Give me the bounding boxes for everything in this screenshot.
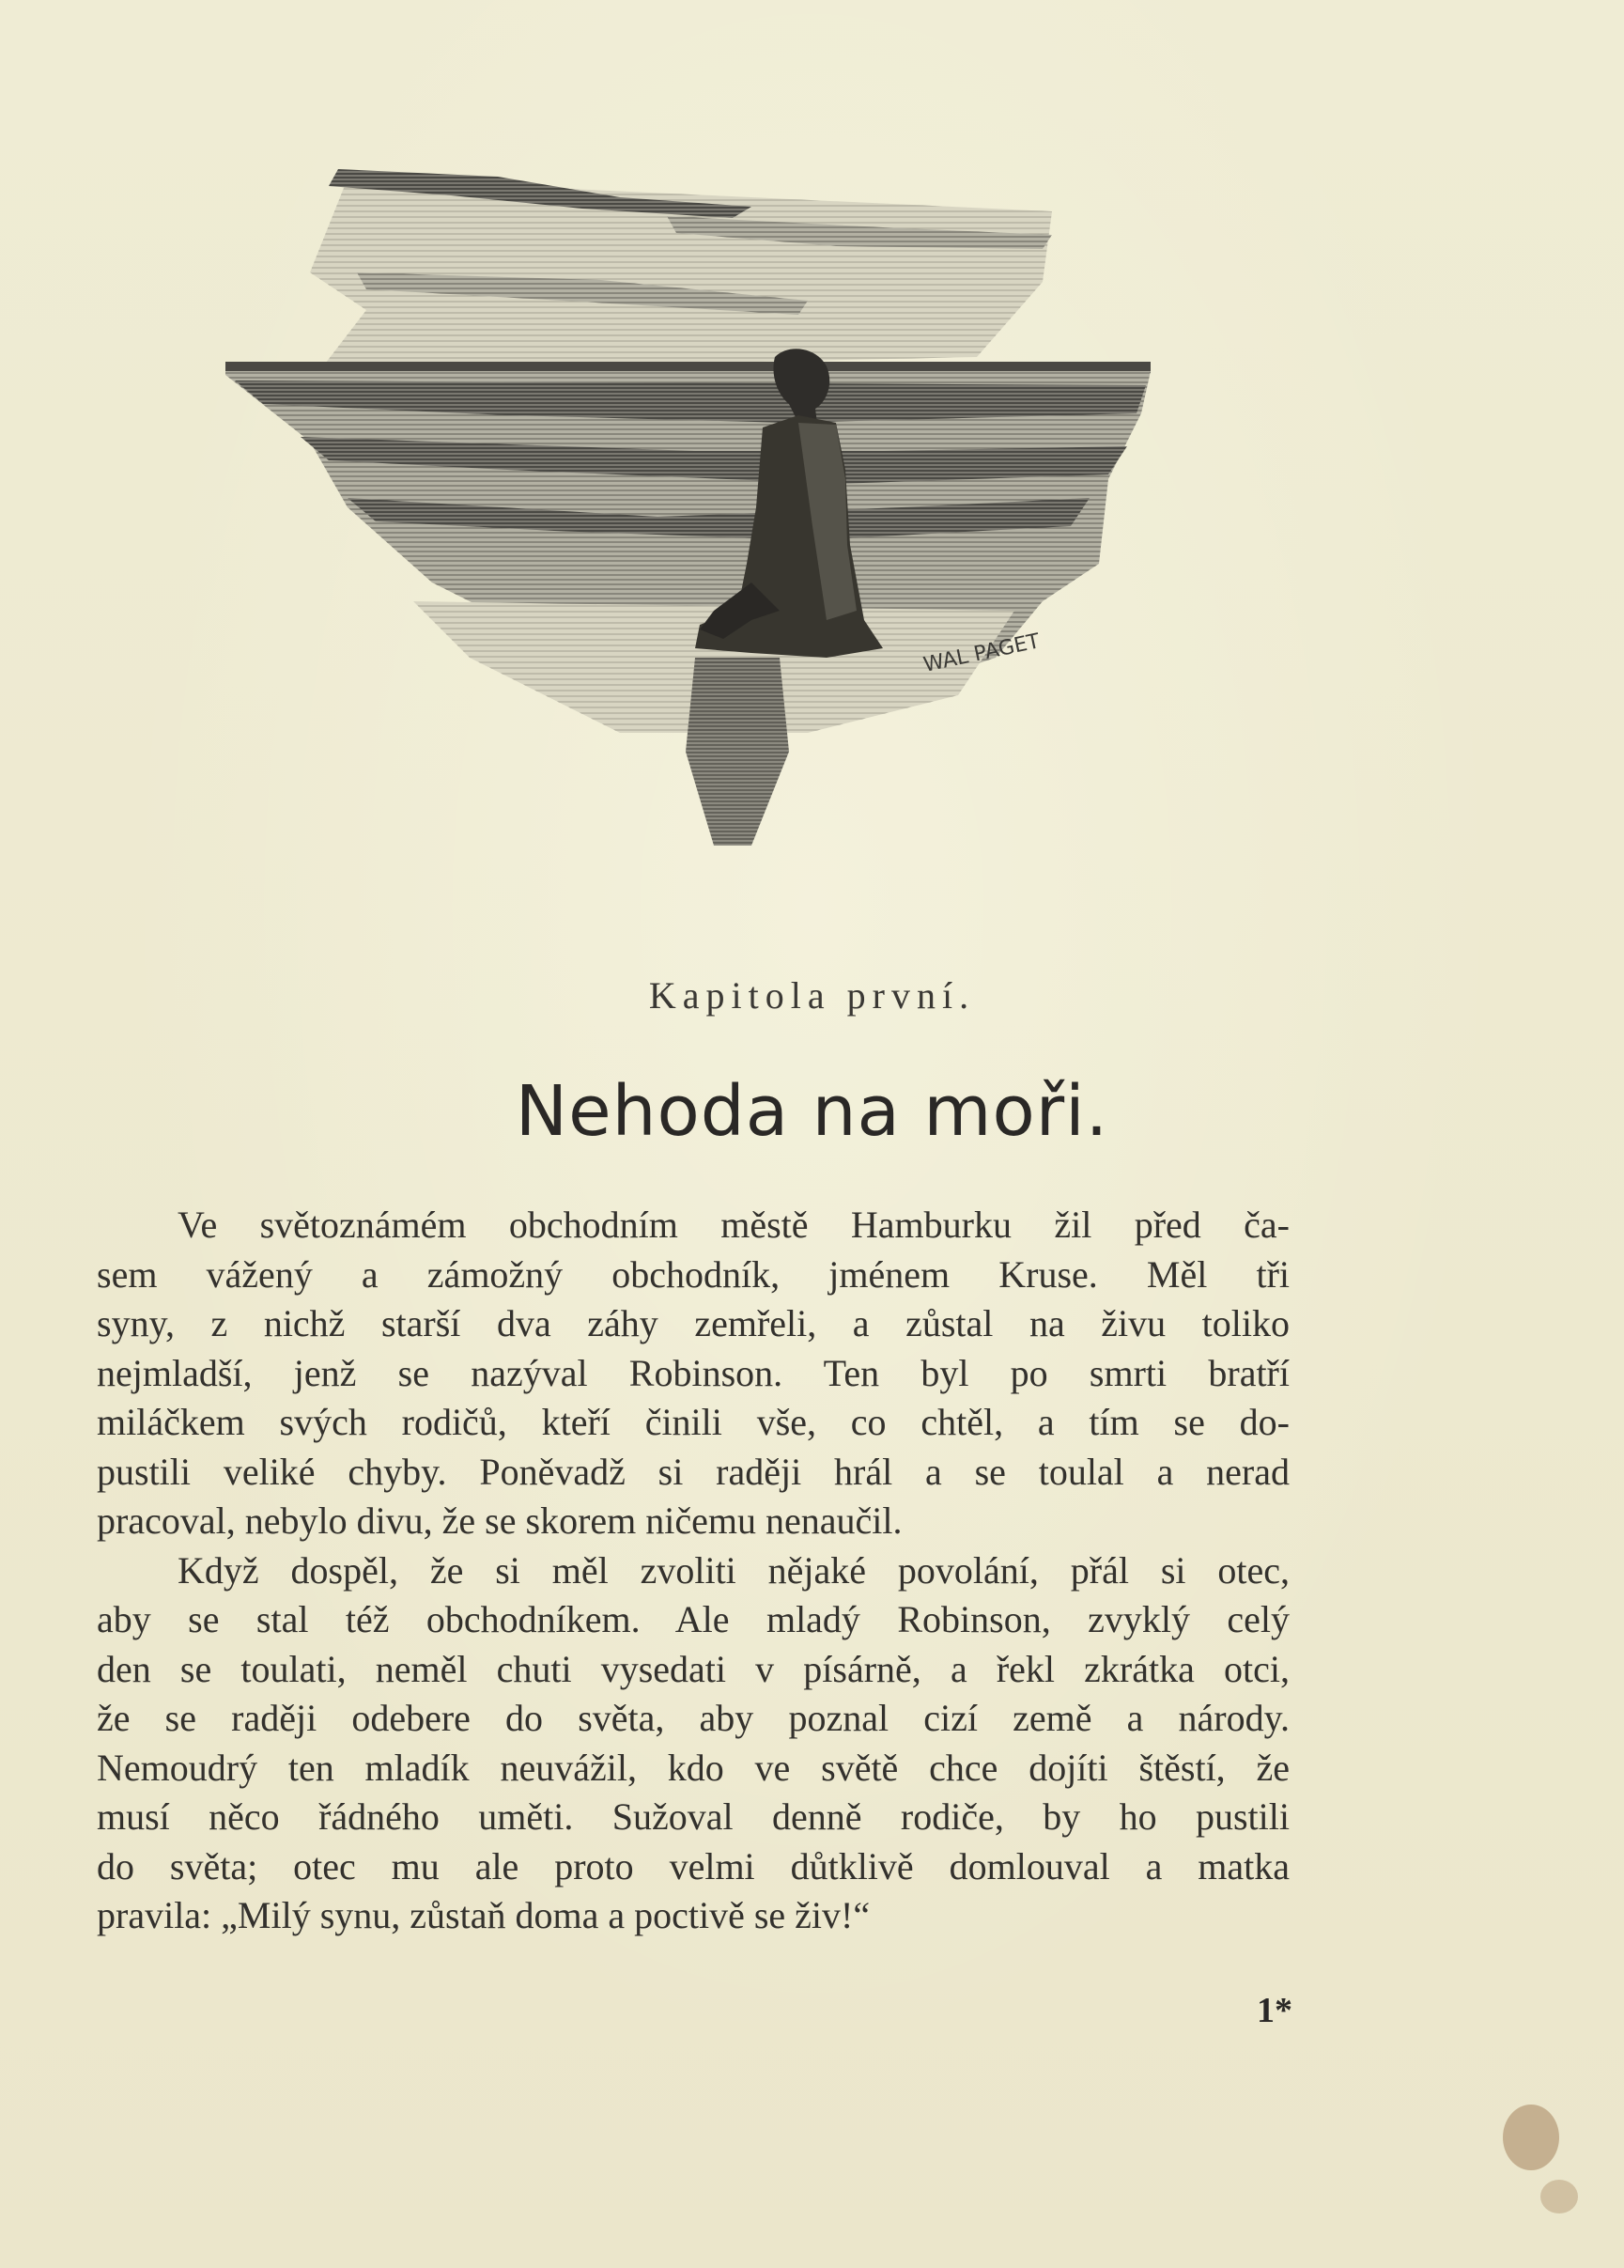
- text-line: aby se stal též obchodníkem. Ale mladý Robinson, zvyklý celý: [97, 1598, 1290, 1640]
- text-line: pracoval, nebylo divu, že se skorem ničemu nenaučil.: [97, 1499, 903, 1542]
- chapter-label: Kapitola první.: [648, 974, 976, 1017]
- shipwreck-illustration: [225, 169, 1155, 846]
- chapter-title: Nehoda na moři.: [515, 1071, 1109, 1152]
- paper-stain: [1503, 2105, 1559, 2170]
- text-line: syny, z nichž starší dva záhy zemřeli, a zůstal na živu toliko: [97, 1302, 1290, 1344]
- page-number: 1*: [1257, 1991, 1292, 2030]
- text-line: že se raději odebere do světa, aby poznal cizí země a národy.: [97, 1697, 1290, 1739]
- paper-stain: [1540, 2180, 1578, 2214]
- text-line: do světa; otec mu ale proto velmi důtklivě domlouval a matka: [97, 1844, 1290, 1887]
- text-line: Ve světoznámém obchodním městě Hamburku žil před ča-: [178, 1204, 1290, 1246]
- artist-signature: WAL PAGET: [921, 629, 1043, 677]
- text-line: musí něco řádného uměti. Sužoval denně rodiče, by ho pustili: [97, 1795, 1290, 1838]
- text-line: nejmladší, jenž se nazýval Robinson. Ten byl po smrti bratří: [97, 1351, 1290, 1394]
- text-line: Když dospěl, že si měl zvoliti nějaké povolání, přál si otec,: [178, 1548, 1290, 1592]
- text-line: miláčkem svých rodičů, kteří činili vše, co chtěl, a tím se do-: [97, 1401, 1290, 1443]
- text-line: pustili veliké chyby. Poněvadž si raději hrál a se toulal a nerad: [97, 1450, 1290, 1493]
- paragraph: [97, 1201, 1290, 1546]
- paragraph: [97, 1546, 1290, 1941]
- figure-reflection: [686, 658, 789, 846]
- text-line: Nemoudrý ten mladík neuvážil, kdo ve světě chce dojíti štěstí, že: [97, 1746, 1290, 1789]
- body-text: [97, 1201, 1290, 1941]
- text-line: sem vážený a zámožný obchodník, jménem Kruse. Měl tři: [97, 1252, 1290, 1296]
- text-line: pravila: „Milý synu, zůstaň doma a poctivě se živ!“: [97, 1894, 871, 1936]
- text-line: den se toulati, neměl chuti vysedati v písárně, a řekl zkrátka otci,: [97, 1647, 1290, 1690]
